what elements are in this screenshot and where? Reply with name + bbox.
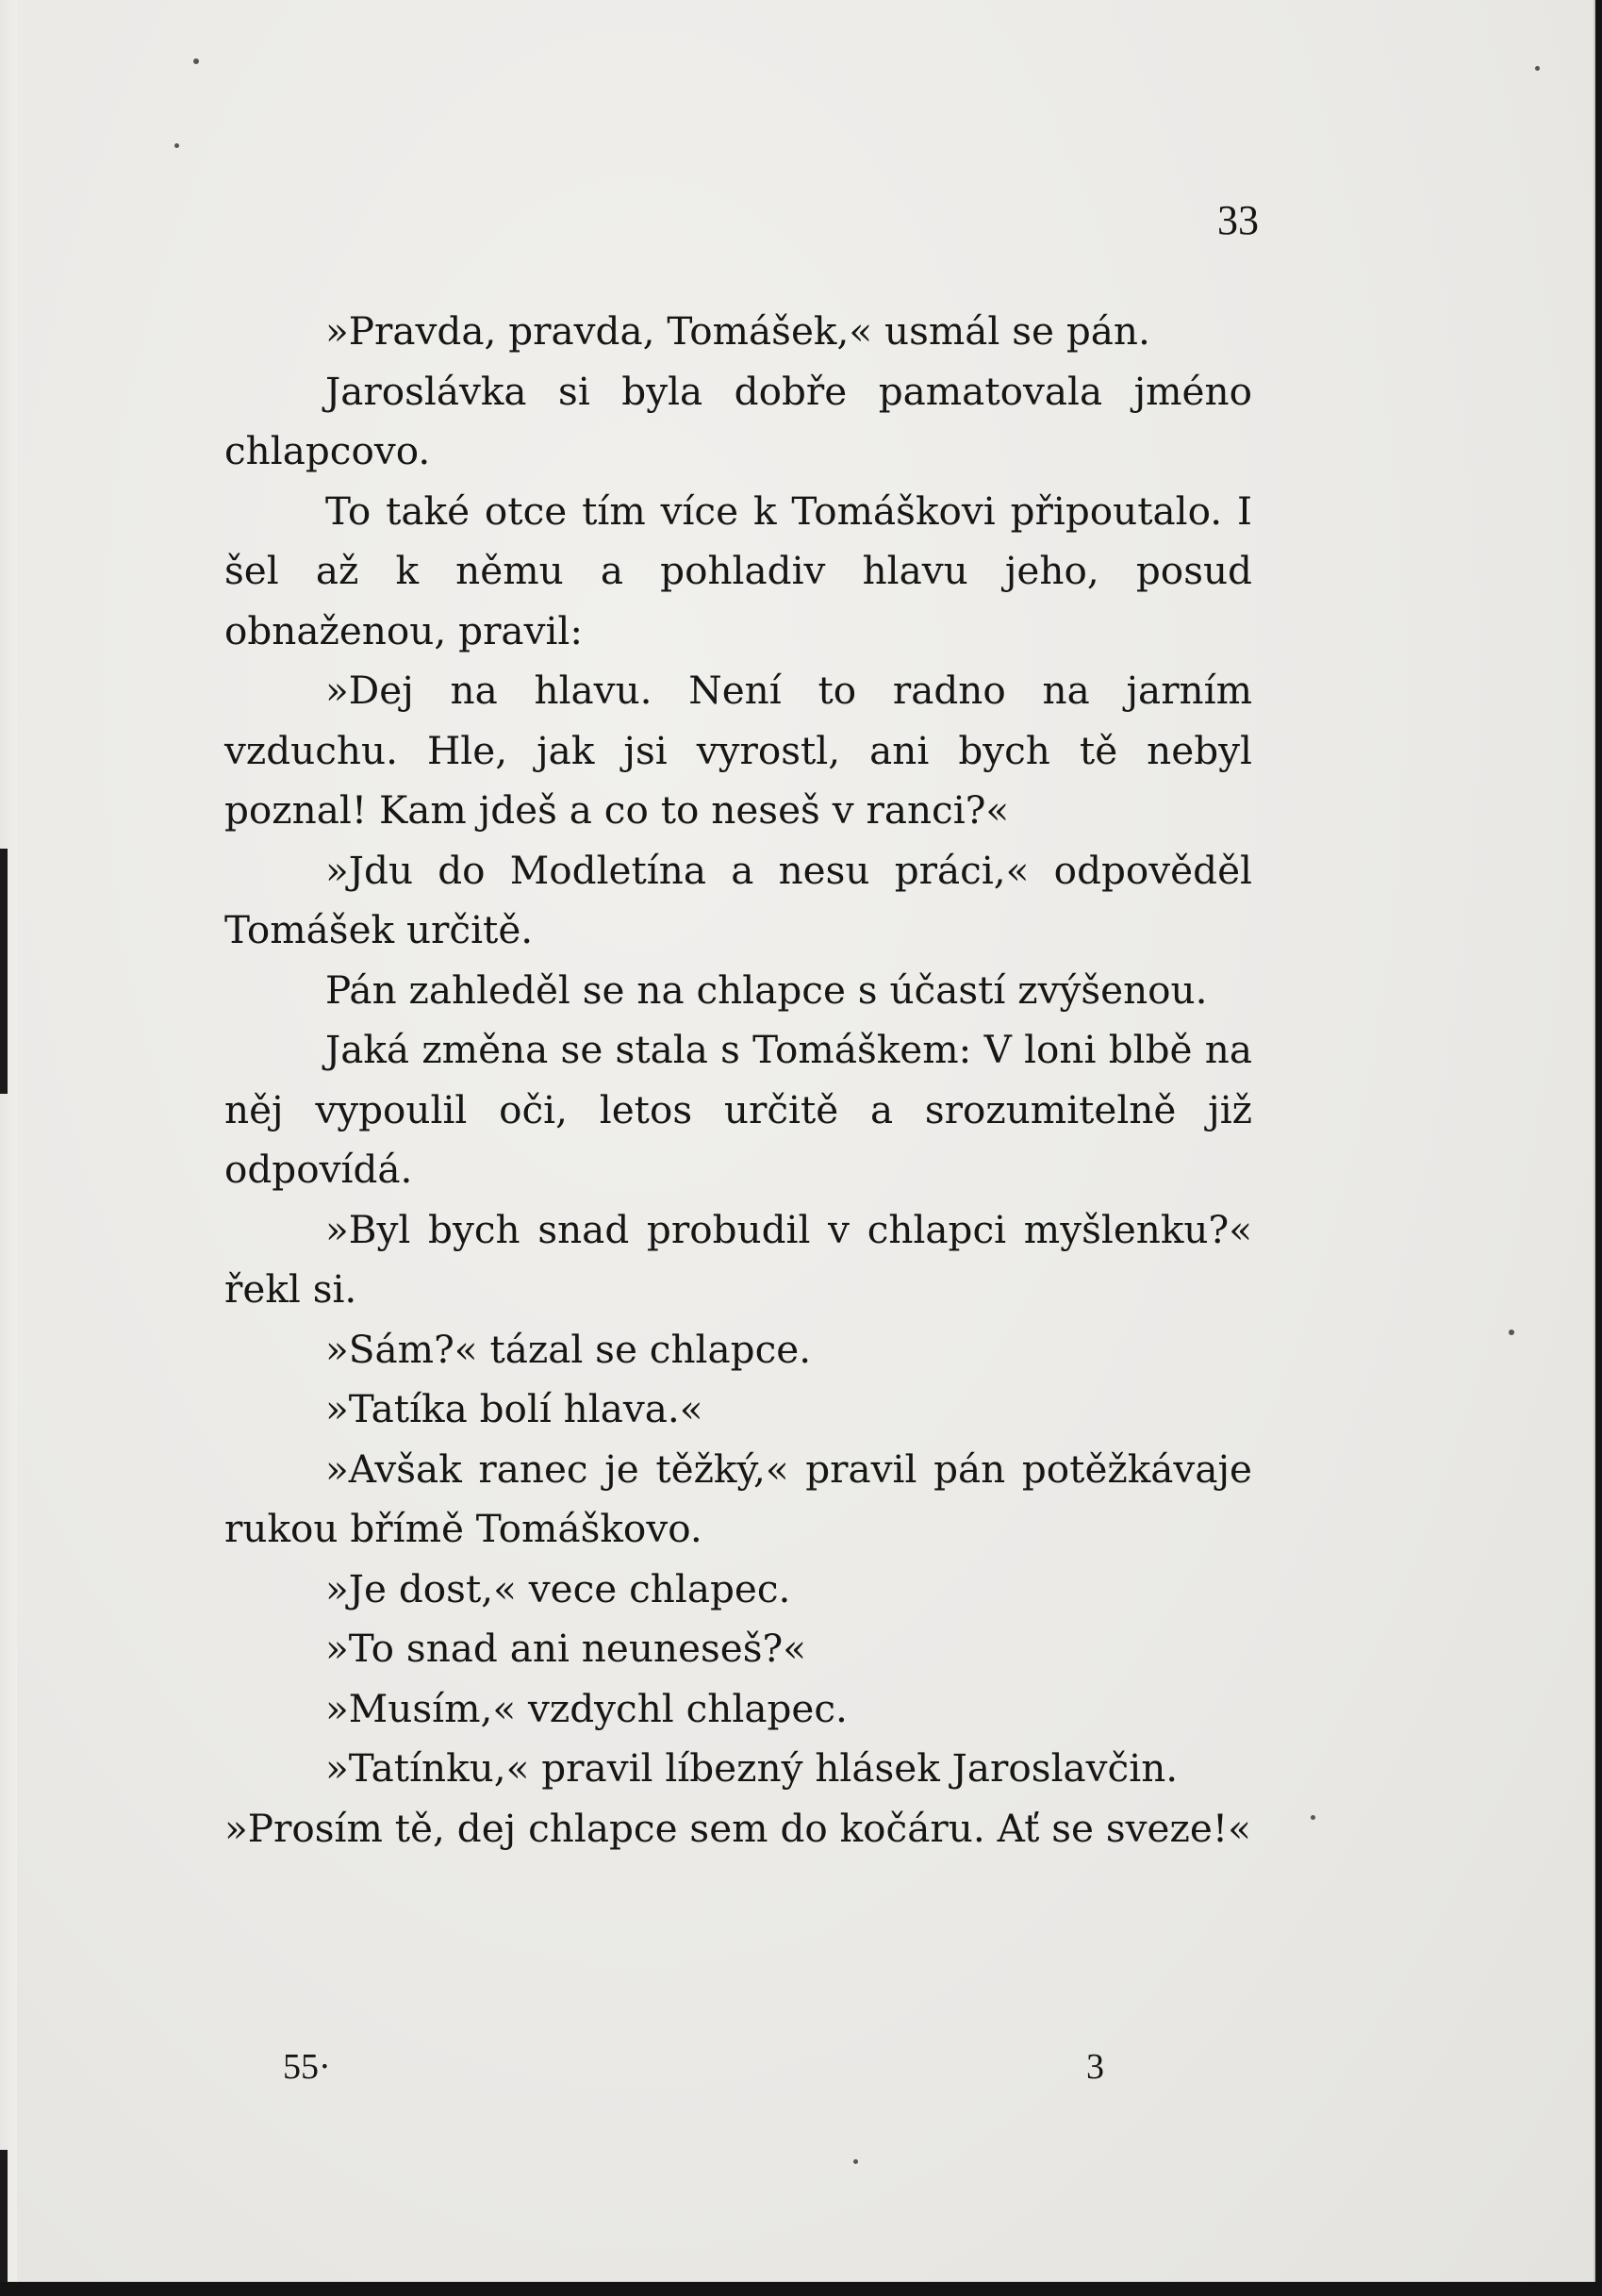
body-text [224, 302, 1252, 1858]
paper-speck [1535, 66, 1540, 71]
paragraph: Pán zahleděl se na chlapce s účastí zvýšenou. [325, 966, 1208, 1013]
paragraph: »Avšak ranec je těžký,« pravil pán potěžkávaje rukou břímě Tomáškovo. [224, 1445, 1252, 1551]
page-number: 33 [1217, 197, 1259, 243]
paper-speck [1311, 1815, 1315, 1820]
paragraph: »Je dost,« vece chlapec. [325, 1565, 791, 1611]
paper-speck [193, 58, 199, 64]
binding-shadow-lower [0, 2150, 8, 2282]
paragraph: »Prosím tě, dej chlapce sem do kočáru. Ať se sveze!« [224, 1805, 1251, 1851]
paragraph: »Tatíka bolí hlava.« [325, 1386, 703, 1431]
printer-signature: 55· [283, 2047, 331, 2087]
paragraph: Jaká změna se stala s Tomáškem: V loni blbě na něj vypoulil oči, letos určitě a srozumitelně již odpovídá. [224, 1027, 1252, 1192]
paper-speck [853, 2159, 858, 2164]
binding-shadow [0, 849, 8, 1094]
signature-mark: 3 [1086, 2047, 1104, 2087]
paper-speck [174, 143, 179, 148]
paragraph: »Sám?« tázal se chlapce. [325, 1326, 812, 1372]
paragraph: »Dej na hlavu. Není to radno na jarním vzduchu. Hle, jak jsi vyrostl, ani bych tě nebyl poznal! Kam jdeš a co to neseš v ranci?« [224, 668, 1252, 833]
paragraph: »Jdu do Modletína a nesu práci,« odpověděl Tomášek určitě. [224, 847, 1252, 952]
paragraph: »Pravda, pravda, Tomášek,« usmál se pán. [325, 308, 1150, 354]
paragraph: Jaroslávka si byla dobře pamatovala jméno chlapcovo. [224, 368, 1252, 473]
paragraph: »Tatínku,« pravil líbezný hlásek Jaroslavčin. [325, 1745, 1179, 1791]
paragraph: »To snad ani neuneseš?« [325, 1626, 806, 1671]
page-spine [0, 0, 17, 2282]
paragraph: »Byl bych snad probudil v chlapci myšlenku?« řekl si. [224, 1206, 1252, 1312]
paper-speck [1509, 1330, 1514, 1335]
paragraph: To také otce tím více k Tomáškovi připoutalo. I šel až k němu a pohladiv hlavu jeho, posud obnaženou, pravil: [224, 487, 1252, 653]
paragraph: »Musím,« vzdychl chlapec. [325, 1685, 848, 1731]
